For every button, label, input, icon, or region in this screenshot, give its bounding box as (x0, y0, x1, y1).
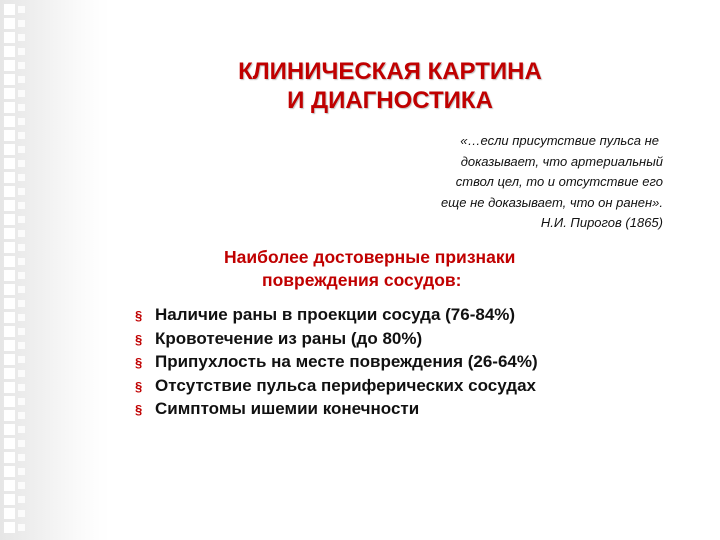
decorative-square (18, 188, 25, 195)
decorative-square (18, 412, 25, 419)
bullet-marker: § (135, 331, 143, 347)
decorative-square (18, 20, 25, 27)
decorative-square (4, 424, 15, 435)
decorative-square (4, 4, 15, 15)
decorative-square (18, 272, 25, 279)
decorative-square (4, 88, 15, 99)
decorative-square (4, 494, 15, 505)
decorative-square (18, 314, 25, 321)
decorative-square (4, 270, 15, 281)
decorative-square (4, 284, 15, 295)
decorative-square (4, 32, 15, 43)
decorative-square (18, 34, 25, 41)
decorative-square (18, 76, 25, 83)
decorative-square (18, 342, 25, 349)
bullet-item (135, 327, 538, 351)
bullet-text: Отсутствие пульса периферических сосудах (155, 375, 536, 395)
bullet-text: Симптомы ишемии конечности (155, 399, 420, 418)
slide-title (140, 57, 640, 115)
decorative-square (4, 466, 15, 477)
decorative-square (4, 186, 15, 197)
bullet-marker: § (135, 355, 143, 370)
decorative-square (18, 384, 25, 391)
decorative-square (18, 118, 25, 125)
decorative-square (4, 116, 15, 127)
decorative-square (4, 452, 15, 463)
decorative-square (18, 160, 25, 167)
decorative-square (4, 46, 15, 57)
signs-bullet-list (135, 303, 538, 421)
quote-line-1: «…если присутствие пульса не (460, 133, 659, 148)
bullet-marker: § (135, 378, 143, 394)
decorative-square (4, 396, 15, 407)
decorative-square (4, 256, 15, 267)
decorative-square (4, 438, 15, 449)
decorative-square-column-inner (18, 0, 26, 540)
decorative-square (18, 510, 25, 517)
decorative-square (4, 410, 15, 421)
decorative-square (4, 368, 15, 379)
decorative-square (18, 174, 25, 181)
decorative-square (4, 480, 15, 491)
decorative-square (4, 130, 15, 141)
slide-title-line-2: И ДИАГНОСТИКА (287, 87, 493, 114)
decorative-square (18, 90, 25, 97)
decorative-square (4, 340, 15, 351)
bullet-marker: § (135, 308, 143, 323)
decorative-square (4, 172, 15, 183)
bullet-text: Припухлость на месте повреждения (26-64%) (155, 352, 538, 371)
pirogov-quote (355, 131, 663, 234)
decorative-square (18, 426, 25, 433)
decorative-square (18, 356, 25, 363)
decorative-square (18, 244, 25, 251)
decorative-square (18, 300, 25, 307)
quote-line-4: еще не доказывает, что он ранен». (440, 194, 663, 210)
decorative-square (18, 132, 25, 139)
decorative-square-column-outer (4, 0, 16, 540)
decorative-square (18, 62, 25, 69)
bullet-text: Наличие раны в проекции сосуда (76-84%) (155, 305, 516, 324)
decorative-square (18, 104, 25, 111)
decorative-square (18, 524, 25, 531)
decorative-square (4, 60, 15, 71)
decorative-square (4, 242, 15, 253)
decorative-square (18, 258, 25, 265)
decorative-square (18, 286, 25, 293)
decorative-square (18, 202, 25, 209)
decorative-square (18, 454, 25, 461)
quote-line-2: доказывает, что артериальный (460, 153, 663, 169)
subheading-line-2: повреждения сосудов: (262, 270, 462, 290)
decorative-square (4, 312, 15, 323)
decorative-square (4, 144, 15, 155)
decorative-square (18, 468, 25, 475)
decorative-square (18, 216, 25, 223)
decorative-square (4, 214, 15, 225)
decorative-square (4, 508, 15, 519)
bullet-item (135, 350, 538, 374)
decorative-square (18, 398, 25, 405)
decorative-side-band (0, 0, 110, 540)
decorative-square (4, 522, 15, 533)
bullet-item (135, 397, 538, 421)
decorative-square (4, 326, 15, 337)
quote-line-3: ствол цел, то и отсутствие его (455, 174, 663, 189)
decorative-square (4, 228, 15, 239)
decorative-square (18, 482, 25, 489)
slide-title-line-1: КЛИНИЧЕСКАЯ КАРТИНА (238, 58, 542, 85)
decorative-square (4, 354, 15, 365)
decorative-square (18, 6, 25, 13)
decorative-square (4, 74, 15, 85)
quote-attribution: Н.И. Пирогов (1865) (540, 215, 663, 230)
bullet-item (135, 374, 538, 398)
bullet-item (135, 303, 538, 327)
decorative-square (4, 102, 15, 113)
decorative-square (4, 158, 15, 169)
decorative-square (18, 440, 25, 447)
decorative-square (4, 200, 15, 211)
subheading-line-1: Наиболее достоверные признаки (224, 247, 516, 267)
bullet-text: Кровотечение из раны (до 80%) (155, 328, 423, 348)
signs-subheading (224, 246, 515, 292)
decorative-square (18, 146, 25, 153)
decorative-square (18, 48, 25, 55)
decorative-square (18, 230, 25, 237)
decorative-square (4, 298, 15, 309)
decorative-square (18, 370, 25, 377)
bullet-marker: § (135, 402, 143, 417)
decorative-square (18, 496, 25, 503)
decorative-square (18, 328, 25, 335)
decorative-square (4, 18, 15, 29)
decorative-square (4, 382, 15, 393)
